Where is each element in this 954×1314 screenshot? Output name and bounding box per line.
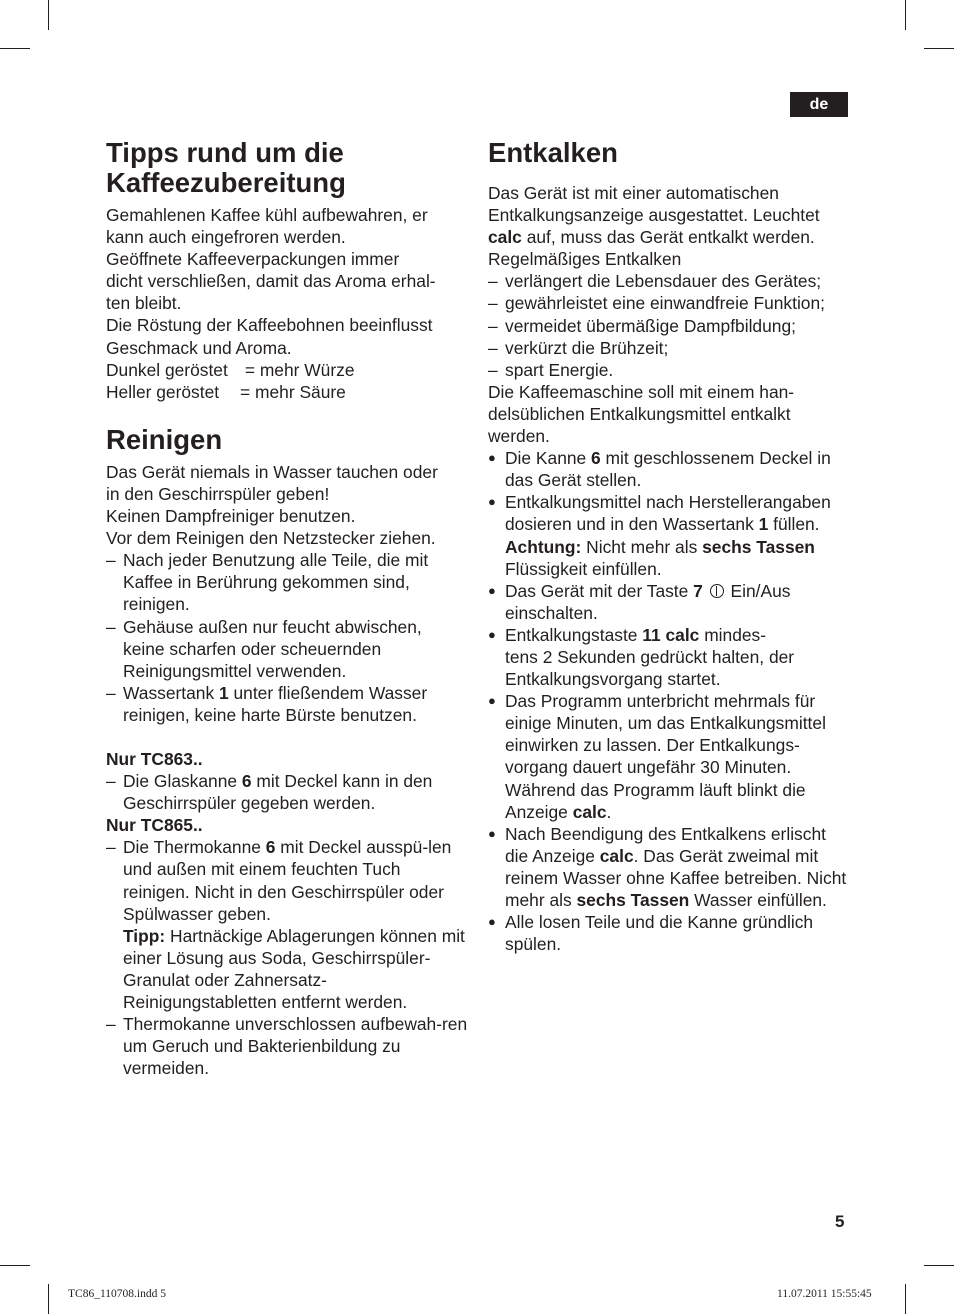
list-item: – Thermokanne unverschlossen aufbewah-ren um Geruch und Bakterienbildung zu vermeiden.	[106, 1013, 468, 1079]
descaling-steps	[488, 447, 853, 955]
left-column	[106, 138, 468, 1079]
cleaning-list	[106, 549, 468, 726]
power-icon	[710, 584, 724, 598]
list-item: – Gehäuse außen nur feucht abwischen, keine scharfen oder scheuernden Reinigungsmittel verwenden.	[106, 616, 468, 682]
list-item: – verkürzt die Brühzeit;	[488, 337, 853, 359]
list-item: ● Entkalkungsmittel nach Herstellerangaben dosieren und in den Wassertank 1 füllen. Achtung: Nicht mehr als sechs Tassen Flüssigkeit einfüllen.	[488, 491, 853, 579]
list-item: – Die Thermokanne 6 mit Deckel ausspü-len und außen mit einem feuchten Tuch reinigen. Nicht in den Geschirrspüler oder Spülwasser geben. Tipp: Hartnäckige Ablagerungen können mit einer Lösung aus Soda, Geschirrspüler-Granulat oder Zahnersatz-Reinigungstabletten entfernt werden.	[106, 836, 468, 1013]
model-heading-tc863: Nur TC863..	[106, 748, 203, 769]
section-title-reinigen: Reinigen	[106, 423, 223, 455]
list-item: – gewährleistet eine einwandfreie Funktion;	[488, 292, 853, 314]
list-item: – Die Glaskanne 6 mit Deckel kann in den Geschirrspüler gegeben werden.	[106, 770, 468, 814]
benefits-list	[488, 270, 853, 380]
list-item: ● Entkalkungstaste 11 calc mindes- tens 2 Sekunden gedrückt halten, der Entkalkungsvorgang startet.	[488, 624, 853, 690]
right-column	[488, 138, 853, 955]
crop-mark	[48, 1284, 49, 1314]
crop-mark	[0, 1265, 30, 1266]
list-item: ● Die Kanne 6 mit geschlossenem Deckel in das Gerät stellen.	[488, 447, 853, 491]
crop-mark	[924, 48, 954, 49]
tc863-list	[106, 770, 468, 814]
tip-label: Tipp:	[123, 925, 166, 946]
page-number: 5	[835, 1212, 845, 1231]
language-tab: de	[790, 92, 848, 117]
tips-text: Gemahlenen Kaffee kühl aufbewahren, er kann auch eingefroren werden. Geöffnete Kaffeeverpackungen immer dicht verschließen, damit das Aroma erhal- ten bleibt. Die Röstung der Kaffeebohnen beeinflusst Geschmack und Aroma.	[106, 205, 436, 358]
list-item: – vermeidet übermäßige Dampfbildung;	[488, 315, 853, 337]
slug-date: 11.07.2011 15:55:45	[777, 1288, 872, 1300]
list-item: ● Nach Beendigung des Entkalkens erlischt die Anzeige calc. Das Gerät zweimal mit reinem Wasser ohne Kaffee betreiben. Nicht mehr als sechs Tassen Wasser einfüllen.	[488, 823, 853, 911]
list-item: – Wassertank 1 unter fließendem Wasser reinigen, keine harte Bürste benutzen.	[106, 682, 468, 726]
descaling-intro: Das Gerät ist mit einer automatischen Entkalkungsanzeige ausgestattet. Leuchtet calc auf, muss das Gerät entkalkt werden.	[488, 183, 820, 248]
roast-dark: Dunkel geröstet = mehr Würze	[106, 359, 355, 380]
slug-file: TC86_110708.indd 5	[68, 1288, 166, 1300]
crop-mark	[905, 0, 906, 30]
tc865-list	[106, 836, 468, 1079]
list-item: – spart Energie.	[488, 359, 853, 381]
list-item: ● Alle losen Teile und die Kanne gründlich spülen.	[488, 911, 853, 955]
crop-mark	[924, 1265, 954, 1266]
crop-mark	[48, 0, 49, 30]
roast-light: Heller geröstet = mehr Säure	[106, 381, 346, 402]
descaling-agent-note: Die Kaffeemaschine soll mit einem han-delsüblichen Entkalkungsmittel entkalkt werden.	[488, 381, 795, 447]
model-heading-tc865: Nur TC865..	[106, 815, 203, 836]
crop-mark	[0, 48, 30, 49]
crop-mark	[905, 1284, 906, 1314]
list-item: – verlängert die Lebensdauer des Gerätes;	[488, 270, 853, 292]
section-title-entkalken: Entkalken	[488, 137, 618, 168]
descaling-regular: Regelmäßiges Entkalken	[488, 249, 682, 270]
list-item: ● Das Gerät mit der Taste 7 Ein/Aus einschalten.	[488, 580, 853, 624]
cleaning-text: Das Gerät niemals in Wasser tauchen oder in den Geschirrspüler geben! Keinen Dampfreiniger benutzen. Vor dem Reinigen den Netzstecker ziehen.	[106, 461, 438, 549]
list-item: – Nach jeder Benutzung alle Teile, die mit Kaffee in Berührung gekommen sind, reinigen.	[106, 549, 468, 615]
list-item: ● Das Programm unterbricht mehrmals für einige Minuten, um das Entkalkungsmittel einwirken zu lassen. Der Entkalkungs-vorgang dauert ungefähr 30 Minuten. Während das Programm läuft blinkt die Anzeige calc.	[488, 690, 853, 823]
section-title-tipps: Tipps rund um die Kaffeezubereitung	[106, 137, 346, 198]
